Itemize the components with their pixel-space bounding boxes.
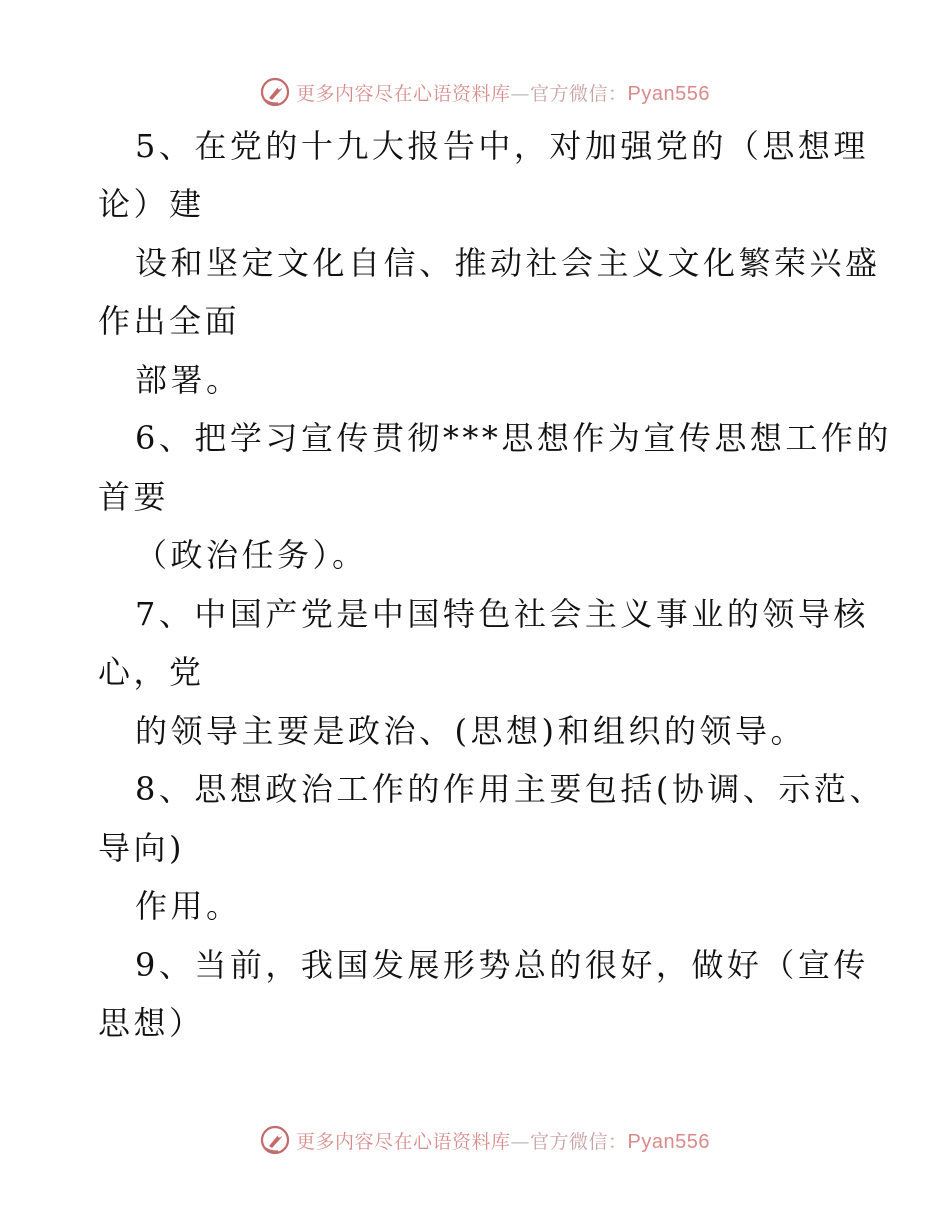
- watermark-dash: —: [510, 82, 531, 105]
- text-line: 思想）: [98, 1004, 205, 1042]
- text-line: 作出全面: [98, 302, 241, 340]
- watermark-wechat-label: 官方微信：: [530, 82, 628, 105]
- text-line: （政治任务）。: [135, 536, 368, 574]
- text-line: 论）建: [98, 185, 205, 223]
- watermark-main-text: 更多内容尽在心语资料库: [296, 82, 511, 105]
- text-line: 的领导主要是政治、(思想)和组织的领导。: [135, 712, 806, 750]
- pen-nib-icon: [260, 1125, 290, 1155]
- text-line: 8、思想政治工作的作用主要包括(协调、示范、: [135, 770, 885, 808]
- watermark-main-text: 更多内容尽在心语资料库: [296, 1130, 511, 1153]
- text-line: 部署。: [135, 361, 242, 399]
- text-line: 6、把学习宣传贯彻***思想作为宣传思想工作的: [135, 419, 892, 457]
- text-line: 7、中国产党是中国特色社会主义事业的领导核: [135, 595, 869, 633]
- pen-nib-icon: [260, 77, 290, 107]
- footer-watermark: [0, 1120, 950, 1160]
- watermark-dash: —: [510, 1130, 531, 1153]
- text-line: 5、在党的十九大报告中，对加强党的（思想理: [135, 127, 869, 165]
- watermark-wechat-id: Pyan556: [627, 1130, 710, 1153]
- text-line: 设和坚定文化自信、推动社会主义文化繁荣兴盛: [135, 244, 881, 282]
- header-watermark: [0, 72, 950, 112]
- watermark-wechat-label: 官方微信：: [530, 1130, 628, 1153]
- text-line: 9、当前，我国发展形势总的很好，做好（宣传: [135, 946, 869, 984]
- text-line: 导向): [98, 829, 185, 867]
- watermark-wechat-id: Pyan556: [627, 82, 710, 105]
- text-line: 首要: [98, 478, 170, 516]
- text-line: 心，党: [98, 653, 205, 691]
- text-line: 作用。: [135, 887, 242, 925]
